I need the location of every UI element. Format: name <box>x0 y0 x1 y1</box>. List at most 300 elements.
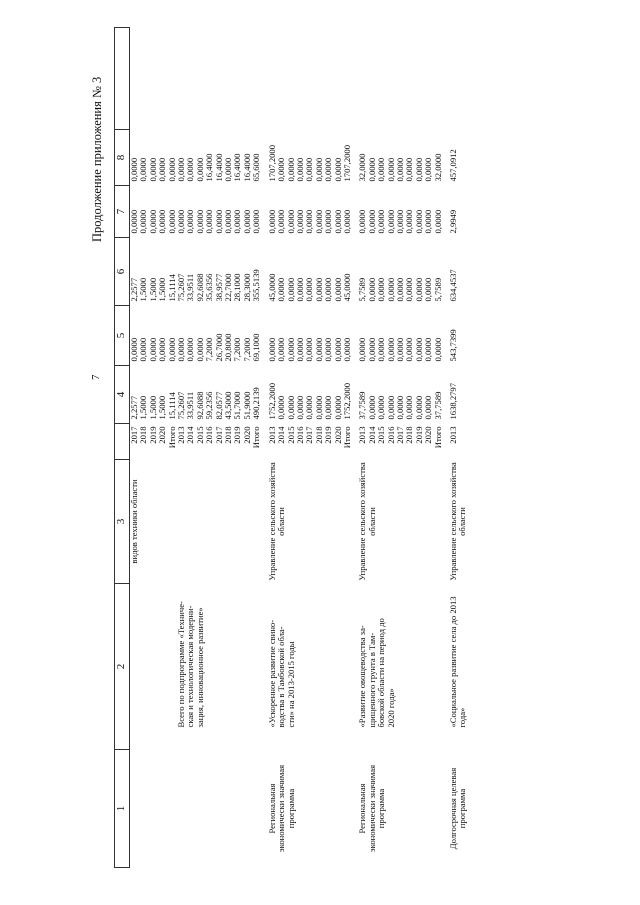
federal-budget-cell: 0,0000 <box>432 337 443 362</box>
local-budget-cell: 0,0000 <box>432 209 443 234</box>
program-type-cell: программа <box>376 788 387 829</box>
year-cell: 2017 <box>304 426 315 444</box>
other-sources-cell: 0,0000 <box>294 157 305 182</box>
federal-budget-cell: 0,0000 <box>357 337 368 362</box>
executor-cell: Управление сельского хозяйства области <box>448 462 468 581</box>
total-amount-cell: 1638,2797 <box>448 382 458 420</box>
local-budget-cell: 0,0000 <box>413 209 424 234</box>
empty-cell <box>158 28 167 130</box>
other-sources-cell: 16,4000 <box>241 153 252 182</box>
program-name-cell <box>324 584 333 750</box>
header-cell: 7 <box>115 186 130 238</box>
program-name-cell <box>434 584 443 750</box>
table-row <box>377 28 386 868</box>
regional-budget-cell: 0,0000 <box>376 277 387 302</box>
total-amount-cell: 37,7589 <box>432 391 443 420</box>
local-budget-cell: 0,0000 <box>266 209 277 234</box>
empty-cell <box>224 28 233 130</box>
local-budget-cell: 0,0000 <box>341 209 352 234</box>
program-type-cell: Долгосрочная целевая программа <box>448 767 468 850</box>
local-budget-cell: 0,0000 <box>251 209 262 234</box>
table-row <box>315 28 324 868</box>
regional-budget-cell: 0,0000 <box>394 277 405 302</box>
local-budget-cell: 0,0000 <box>166 209 177 234</box>
year-cell: 2020 <box>423 426 434 444</box>
total-amount-cell: 82,0577 <box>213 391 224 420</box>
year-cell: 2017 <box>394 426 405 444</box>
other-sources-cell: 0,0000 <box>223 157 234 182</box>
local-budget-cell: 0,0000 <box>366 209 377 234</box>
total-amount-cell: 0,0000 <box>404 395 415 420</box>
total-amount-cell: 1,5000 <box>138 395 149 420</box>
total-amount-cell: 0,0000 <box>323 395 334 420</box>
empty-cell <box>215 28 224 130</box>
year-cell: 2013 <box>357 426 368 444</box>
empty-cell <box>177 28 186 130</box>
other-sources-cell: 457,0912 <box>448 149 458 182</box>
total-amount-cell: 1,5000 <box>157 395 168 420</box>
total-amount-cell: 0,0000 <box>332 395 343 420</box>
program-type-cell <box>168 750 177 868</box>
federal-budget-cell: 543,7399 <box>448 329 458 362</box>
program-name-cell <box>415 584 424 750</box>
total-amount-cell: 33,9511 <box>185 391 196 420</box>
header-cell: 3 <box>115 460 130 584</box>
local-budget-cell: 0,0000 <box>147 209 158 234</box>
program-name-cell: «Развитие овощеводства за- <box>357 625 368 728</box>
total-amount-cell: 0,0000 <box>313 395 324 420</box>
executor-cell <box>215 460 224 584</box>
other-sources-cell: 0,0000 <box>304 157 315 182</box>
total-amount-cell: 92,6088 <box>194 391 205 420</box>
total-amount-cell: 0,0000 <box>413 395 424 420</box>
regional-budget-cell: 355,5139 <box>251 269 262 302</box>
other-sources-cell: 16,4000 <box>213 153 224 182</box>
regional-budget-cell: 0,0000 <box>385 277 396 302</box>
total-amount-cell: 1,5000 <box>147 395 158 420</box>
year-cell: Итого <box>166 426 177 449</box>
federal-budget-cell: 0,0000 <box>376 337 387 362</box>
empty-cell <box>233 28 242 130</box>
rotated-page <box>88 28 640 868</box>
program-name-cell: 2020 года» <box>385 688 396 728</box>
empty-cell <box>262 28 277 130</box>
federal-budget-cell: 0,0000 <box>404 337 415 362</box>
local-budget-cell: 0,0000 <box>376 209 387 234</box>
header-cell: 2 <box>115 584 130 750</box>
executor-cell <box>415 460 424 584</box>
header-cell: 8 <box>115 130 130 186</box>
executor-cell <box>405 460 414 584</box>
local-budget-cell: 0,0000 <box>323 209 334 234</box>
federal-budget-cell: 0,0000 <box>366 337 377 362</box>
executor-cell: Управление сельского хозяйства <box>266 462 277 581</box>
program-type-cell: экономически значимая <box>276 764 287 853</box>
total-amount-cell: 0,0000 <box>294 395 305 420</box>
other-sources-cell: 65,6000 <box>251 153 262 182</box>
other-sources-cell: 0,0000 <box>276 157 287 182</box>
program-name-cell <box>243 584 252 750</box>
local-budget-cell: 0,0000 <box>129 209 139 234</box>
federal-budget-cell: 26,7000 <box>213 333 224 362</box>
regional-budget-cell: 634,4537 <box>448 269 458 302</box>
regional-budget-cell: 38,9577 <box>213 273 224 302</box>
year-cell: 2018 <box>138 426 149 444</box>
program-type-cell <box>296 750 305 868</box>
other-sources-cell: 0,0000 <box>185 157 196 182</box>
regional-budget-cell: 45,0000 <box>266 273 277 302</box>
other-sources-cell: 0,0000 <box>332 157 343 182</box>
empty-cell <box>287 28 296 130</box>
year-cell: 2019 <box>323 426 334 444</box>
empty-cell <box>168 28 177 130</box>
executor-cell <box>186 460 195 584</box>
year-cell: 2018 <box>404 426 415 444</box>
program-name-cell <box>233 584 242 750</box>
regional-budget-cell: 0,0000 <box>294 277 305 302</box>
program-type-cell <box>215 750 224 868</box>
program-type-cell <box>387 750 396 868</box>
regional-budget-cell: 22,7000 <box>223 273 234 302</box>
empty-cell <box>277 28 286 130</box>
local-budget-cell: 0,0000 <box>304 209 315 234</box>
total-amount-cell: 75,2607 <box>176 391 187 420</box>
local-budget-cell: 0,0000 <box>313 209 324 234</box>
federal-budget-cell: 0,0000 <box>194 337 205 362</box>
total-amount-cell: 0,0000 <box>276 395 287 420</box>
empty-cell <box>415 28 424 130</box>
regional-budget-cell: 75,2607 <box>176 273 187 302</box>
year-cell: 2018 <box>313 426 324 444</box>
program-type-cell <box>139 750 148 868</box>
table-row <box>405 28 414 868</box>
executor-cell: видов техники области <box>129 479 139 564</box>
table-row <box>130 28 140 868</box>
table-row <box>387 28 396 868</box>
empty-cell <box>396 28 405 130</box>
program-type-cell: программа <box>285 788 296 829</box>
program-type-cell <box>158 750 167 868</box>
regional-budget-cell: 0,0000 <box>276 277 287 302</box>
local-budget-cell: 0,0000 <box>213 209 224 234</box>
regional-budget-cell: 0,0000 <box>323 277 334 302</box>
year-cell: Итого <box>251 426 262 449</box>
year-cell: 2014 <box>366 426 377 444</box>
table-row <box>305 28 314 868</box>
table-row <box>324 28 333 868</box>
program-name-cell: щищенного грунта в Там- <box>366 632 377 728</box>
total-amount-cell: 51,7000 <box>232 391 243 420</box>
year-cell: Итого <box>341 426 352 449</box>
regional-budget-cell: 2,2577 <box>129 277 139 302</box>
other-sources-cell: 0,0000 <box>313 157 324 182</box>
table-row <box>215 28 224 868</box>
federal-budget-cell: 0,0000 <box>323 337 334 362</box>
other-sources-cell: 0,0000 <box>323 157 334 182</box>
executor-cell <box>224 460 233 584</box>
other-sources-cell: 0,0000 <box>176 157 187 182</box>
year-cell: 2014 <box>185 426 196 444</box>
header-cell: 6 <box>115 238 130 306</box>
year-cell: 2020 <box>157 426 168 444</box>
program-name-cell: «Ускоренное развитие свино- <box>266 619 277 728</box>
table-row <box>149 28 158 868</box>
table-row <box>352 28 367 868</box>
regional-budget-cell: 28,1000 <box>232 273 243 302</box>
regional-budget-cell: 28,3000 <box>241 273 252 302</box>
local-budget-cell: 0,0000 <box>404 209 415 234</box>
federal-budget-cell: 0,0000 <box>157 337 168 362</box>
empty-cell <box>252 28 261 130</box>
local-budget-cell: 0,0000 <box>294 209 305 234</box>
program-name-cell: Всего по подпрограмме «Техниче- <box>176 601 187 728</box>
table-row <box>396 28 405 868</box>
federal-budget-cell: 0,0000 <box>129 337 139 362</box>
program-type-cell <box>130 750 140 868</box>
empty-cell <box>343 28 352 130</box>
executor-cell <box>168 460 177 584</box>
regional-budget-cell: 0,0000 <box>404 277 415 302</box>
executor-cell: Управление сельского хозяйства <box>357 462 368 581</box>
program-type-cell <box>233 750 242 868</box>
program-type-cell <box>177 750 186 868</box>
program-type-cell <box>305 750 314 868</box>
executor-cell <box>149 460 158 584</box>
federal-budget-cell: 0,0000 <box>313 337 324 362</box>
year-cell: 2020 <box>332 426 343 444</box>
other-sources-cell: 32,0000 <box>357 153 368 182</box>
other-sources-cell: 0,0000 <box>285 157 296 182</box>
program-name-cell: «Социальное развитие села до 2013 года» <box>448 596 468 728</box>
other-sources-cell: 16,4000 <box>232 153 243 182</box>
program-type-cell <box>405 750 414 868</box>
program-type-cell <box>396 750 405 868</box>
year-cell: 2013 <box>448 426 458 444</box>
empty-cell <box>352 28 367 130</box>
program-type-cell <box>315 750 324 868</box>
regional-budget-cell: 0,0000 <box>304 277 315 302</box>
program-type-cell: Региональная <box>357 783 368 834</box>
total-amount-cell: 490,2139 <box>251 387 262 420</box>
local-budget-cell: 0,0000 <box>385 209 396 234</box>
other-sources-cell: 0,0000 <box>138 157 149 182</box>
year-cell: 2015 <box>376 426 387 444</box>
federal-budget-cell: 0,0000 <box>266 337 277 362</box>
program-type-cell <box>415 750 424 868</box>
federal-budget-cell: 0,0000 <box>166 337 177 362</box>
program-name-cell <box>139 584 148 750</box>
empty-cell <box>424 28 433 130</box>
federal-budget-cell: 0,0000 <box>294 337 305 362</box>
year-cell: 2013 <box>266 426 277 444</box>
total-amount-cell: 15,1114 <box>166 392 177 420</box>
executor-cell <box>377 460 386 584</box>
program-name-cell <box>130 584 140 750</box>
local-budget-cell: 2,9949 <box>448 209 458 234</box>
program-name-cell <box>205 584 214 750</box>
federal-budget-cell: 0,0000 <box>394 337 405 362</box>
other-sources-cell: 0,0000 <box>166 157 177 182</box>
total-amount-cell: 1752,2000 <box>266 382 277 420</box>
total-amount-cell: 0,0000 <box>285 395 296 420</box>
other-sources-cell: 0,0000 <box>194 157 205 182</box>
regional-budget-cell: 0,0000 <box>366 277 377 302</box>
program-name-cell <box>224 584 233 750</box>
empty-cell <box>130 28 140 130</box>
program-type-cell <box>149 750 158 868</box>
federal-budget-cell: 0,0000 <box>413 337 424 362</box>
local-budget-cell: 0,0000 <box>138 209 149 234</box>
year-cell: 2016 <box>204 426 215 444</box>
regional-budget-cell: 45,0000 <box>341 273 352 302</box>
executor-cell <box>252 460 261 584</box>
local-budget-cell: 0,0000 <box>176 209 187 234</box>
program-type-cell <box>243 750 252 868</box>
federal-budget-cell: 7,2000 <box>232 337 243 362</box>
regional-budget-cell: 5,7589 <box>357 277 368 302</box>
year-cell: 2019 <box>232 426 243 444</box>
regional-budget-cell: 0,0000 <box>413 277 424 302</box>
local-budget-cell: 0,0000 <box>194 209 205 234</box>
executor-cell <box>158 460 167 584</box>
other-sources-cell: 0,0000 <box>394 157 405 182</box>
executor-cell <box>139 460 148 584</box>
executor-cell <box>243 460 252 584</box>
federal-budget-cell: 69,1000 <box>251 333 262 362</box>
federal-budget-cell: 7,2000 <box>204 337 215 362</box>
regional-budget-cell: 1,5000 <box>147 277 158 302</box>
local-budget-cell: 0,0000 <box>394 209 405 234</box>
executor-cell <box>177 460 186 584</box>
empty-cell <box>186 28 195 130</box>
table-body <box>130 28 468 868</box>
year-cell: 2019 <box>147 426 158 444</box>
federal-budget-cell: 0,0000 <box>423 337 434 362</box>
header-cell: 1 <box>115 750 130 868</box>
year-cell: 2017 <box>213 426 224 444</box>
program-type-cell: экономически значимая <box>366 764 377 853</box>
program-name-cell <box>305 584 314 750</box>
budget-table <box>114 27 468 868</box>
total-amount-cell: 0,0000 <box>366 395 377 420</box>
program-name-cell <box>158 584 167 750</box>
regional-budget-cell: 0,0000 <box>313 277 324 302</box>
year-cell: 2014 <box>276 426 287 444</box>
other-sources-cell: 32,0000 <box>432 153 443 182</box>
year-cell: 2015 <box>194 426 205 444</box>
program-type-cell <box>196 750 205 868</box>
header-cell <box>115 424 130 460</box>
federal-budget-cell: 7,2000 <box>241 337 252 362</box>
program-name-cell <box>215 584 224 750</box>
header-cell: 4 <box>115 366 130 424</box>
year-cell: Итого <box>432 426 443 449</box>
other-sources-cell: 0,0000 <box>366 157 377 182</box>
federal-budget-cell: 0,0000 <box>147 337 158 362</box>
regional-budget-cell: 0,0000 <box>423 277 434 302</box>
program-name-cell: бовской области на период до <box>376 618 387 728</box>
program-name-cell <box>296 584 305 750</box>
total-amount-cell: 51,9000 <box>241 391 252 420</box>
regional-budget-cell: 92,6088 <box>194 273 205 302</box>
other-sources-cell: 0,0000 <box>385 157 396 182</box>
local-budget-cell: 0,0000 <box>423 209 434 234</box>
table-row <box>252 28 261 868</box>
program-name-cell: сти» на 2013-2015 годы <box>285 641 296 728</box>
executor-cell <box>287 460 296 584</box>
federal-budget-cell: 0,0000 <box>185 337 196 362</box>
year-cell: 2020 <box>241 426 252 444</box>
program-name-cell: зация, инновационное развитие» <box>194 607 205 728</box>
other-sources-cell: 1707,2000 <box>341 144 352 182</box>
empty-cell <box>196 28 205 130</box>
federal-budget-cell: 0,0000 <box>332 337 343 362</box>
local-budget-cell: 0,0000 <box>185 209 196 234</box>
year-cell: 2016 <box>294 426 305 444</box>
federal-budget-cell: 20,8000 <box>223 333 234 362</box>
year-cell: 2017 <box>129 426 139 444</box>
empty-cell <box>334 28 343 130</box>
empty-cell <box>305 28 314 130</box>
total-amount-cell: 0,0000 <box>394 395 405 420</box>
table-row <box>415 28 424 868</box>
empty-cell <box>205 28 214 130</box>
local-budget-cell: 0,0000 <box>276 209 287 234</box>
program-name-cell <box>424 584 433 750</box>
empty-cell <box>296 28 305 130</box>
empty-cell <box>387 28 396 130</box>
table-row <box>443 28 468 868</box>
executor-cell <box>387 460 396 584</box>
program-type-cell <box>252 750 261 868</box>
other-sources-cell: 16,4000 <box>204 153 215 182</box>
other-sources-cell: 0,0000 <box>404 157 415 182</box>
program-name-cell <box>252 584 261 750</box>
executor-cell: области <box>366 507 377 536</box>
empty-cell <box>434 28 443 130</box>
empty-cell <box>443 28 468 130</box>
local-budget-cell: 0,0000 <box>204 209 215 234</box>
local-budget-cell: 0,0000 <box>157 209 168 234</box>
regional-budget-cell: 5,7589 <box>432 277 443 302</box>
empty-cell <box>315 28 324 130</box>
total-amount-cell: 43,5000 <box>223 391 234 420</box>
executor-cell <box>196 460 205 584</box>
executor-cell <box>233 460 242 584</box>
year-cell: 2019 <box>413 426 424 444</box>
program-name-cell <box>315 584 324 750</box>
table-row <box>262 28 277 868</box>
empty-cell <box>368 28 377 130</box>
other-sources-cell: 0,0000 <box>413 157 424 182</box>
empty-cell <box>149 28 158 130</box>
local-budget-cell: 0,0000 <box>357 209 368 234</box>
program-name-cell: водства в Тамбовской обла- <box>276 626 287 728</box>
other-sources-cell: 0,0000 <box>129 157 139 182</box>
header-cell <box>115 28 130 130</box>
federal-budget-cell: 0,0000 <box>341 337 352 362</box>
local-budget-cell: 0,0000 <box>332 209 343 234</box>
table-row <box>277 28 286 868</box>
program-name-cell: ская и технологическая модерни- <box>185 605 196 728</box>
total-amount-cell: 0,0000 <box>385 395 396 420</box>
local-budget-cell: 0,0000 <box>241 209 252 234</box>
executor-cell: области <box>276 507 287 536</box>
appendix-caption: Продолжение приложения № 3 <box>90 76 104 242</box>
empty-cell <box>405 28 414 130</box>
empty-cell <box>377 28 386 130</box>
federal-budget-cell: 0,0000 <box>138 337 149 362</box>
